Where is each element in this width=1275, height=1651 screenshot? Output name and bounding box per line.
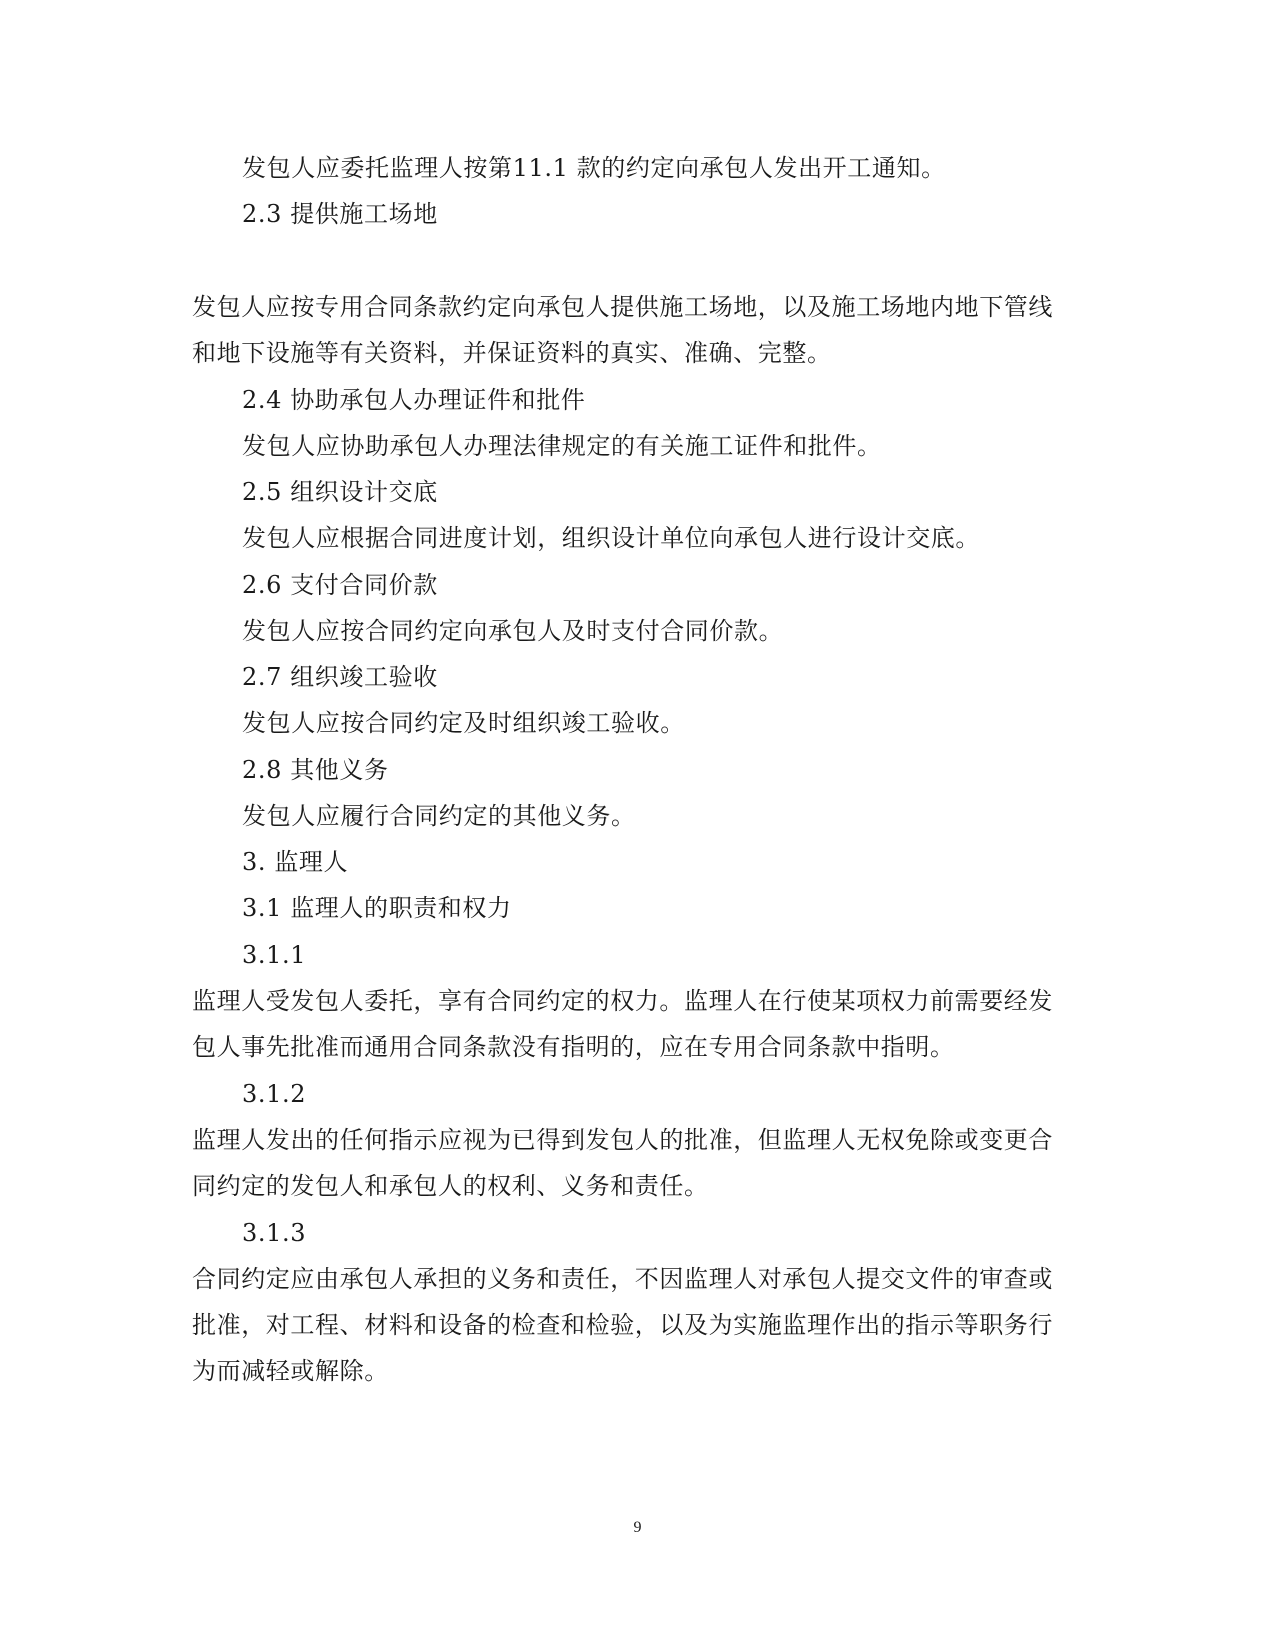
- paragraph-line: 发包人应履行合同约定的其他义务。: [242, 802, 636, 830]
- paragraph-line: 包人事先批准而通用合同条款没有指明的，应在专用合同条款中指明。: [192, 1033, 955, 1061]
- section-heading: 2.4 协助承包人办理证件和批件: [242, 386, 586, 414]
- paragraph-line: 为而减轻或解除。: [192, 1357, 389, 1385]
- section-heading: 2.7 组织竣工验收: [242, 663, 438, 691]
- paragraph-line: 发包人应委托监理人按第11.1 款的约定向承包人发出开工通知。: [242, 154, 946, 182]
- clause-number: 3.1.3: [242, 1219, 307, 1247]
- paragraph-line: 监理人受发包人委托，享有合同约定的权力。监理人在行使某项权力前需要经发: [192, 987, 1053, 1015]
- clause-number: 3.1.2: [242, 1080, 307, 1108]
- paragraph-line: 和地下设施等有关资料，并保证资料的真实、准确、完整。: [192, 339, 832, 367]
- paragraph-line: 批准，对工程、材料和设备的检查和检验，以及为实施监理作出的指示等职务行: [192, 1311, 1053, 1339]
- page-number: 9: [633, 1519, 642, 1536]
- chapter-heading: 3. 监理人: [242, 848, 349, 876]
- clause-number: 3.1.1: [242, 941, 307, 969]
- paragraph-line: 发包人应根据合同进度计划，组织设计单位向承包人进行设计交底。: [242, 524, 980, 552]
- paragraph-line: 发包人应按合同约定及时组织竣工验收。: [242, 709, 685, 737]
- paragraph-line: 发包人应协助承包人办理法律规定的有关施工证件和批件。: [242, 432, 882, 460]
- paragraph-line: 合同约定应由承包人承担的义务和责任，不因监理人对承包人提交文件的审查或: [192, 1265, 1053, 1293]
- section-heading: 2.5 组织设计交底: [242, 478, 438, 506]
- section-heading: 2.8 其他义务: [242, 756, 389, 784]
- paragraph-line: 发包人应按合同约定向承包人及时支付合同价款。: [242, 617, 784, 645]
- section-heading: 2.6 支付合同价款: [242, 571, 438, 599]
- paragraph-line: 监理人发出的任何指示应视为已得到发包人的批准，但监理人无权免除或变更合: [192, 1126, 1053, 1154]
- paragraph-line: 同约定的发包人和承包人的权利、义务和责任。: [192, 1172, 709, 1200]
- section-heading: 2.3 提供施工场地: [242, 200, 438, 228]
- section-heading: 3.1 监理人的职责和权力: [242, 894, 512, 922]
- paragraph-line: 发包人应按专用合同条款约定向承包人提供施工场地，以及施工场地内地下管线: [192, 293, 1053, 321]
